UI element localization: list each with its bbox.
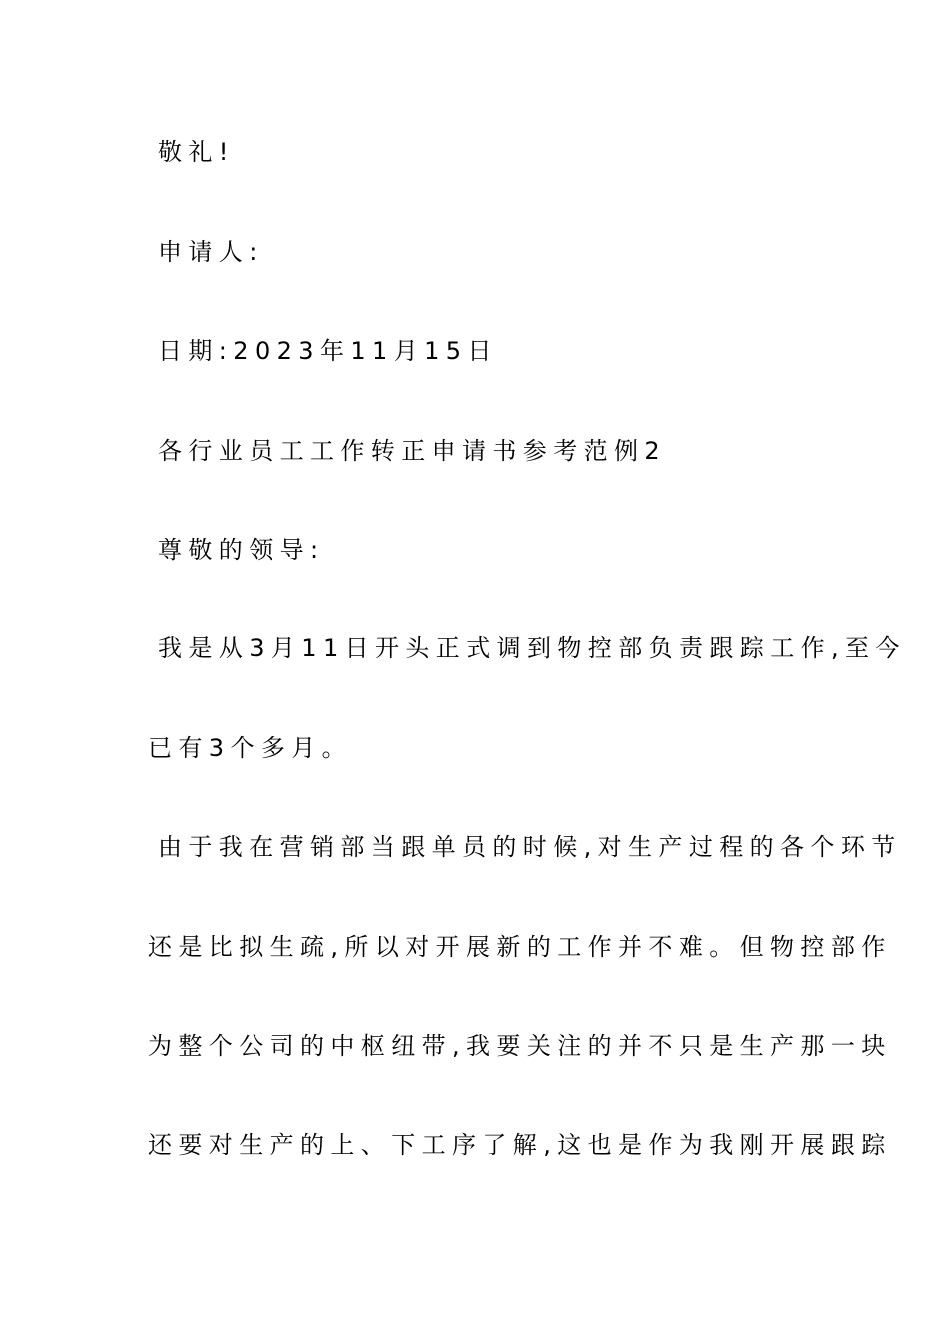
paragraph-line: 已有3个多月。 <box>148 734 353 762</box>
paragraph-line: 由于我在营销部当跟单员的时候,对生产过程的各个环节 <box>158 833 902 861</box>
paragraph-line: 还要对生产的上、下工序了解,这也是作为我刚开展跟踪 <box>148 1131 892 1159</box>
paragraph-line: 为整个公司的中枢纽带,我要关注的并不只是生产那一块 <box>148 1032 892 1060</box>
salutation: 尊敬的领导: <box>158 536 325 564</box>
paragraph-line: 还是比拟生疏,所以对开展新的工作并不难。但物控部作 <box>148 933 892 961</box>
date-line: 日期:2023年11月15日 <box>158 337 498 365</box>
applicant-label: 申请人: <box>158 238 264 266</box>
closing-text: 敬礼! <box>158 138 235 166</box>
paragraph-line: 我是从3月11日开头正式调到物控部负责跟踪工作,至今 <box>158 634 906 662</box>
section-title: 各行业员工工作转正申请书参考范例2 <box>158 437 667 465</box>
